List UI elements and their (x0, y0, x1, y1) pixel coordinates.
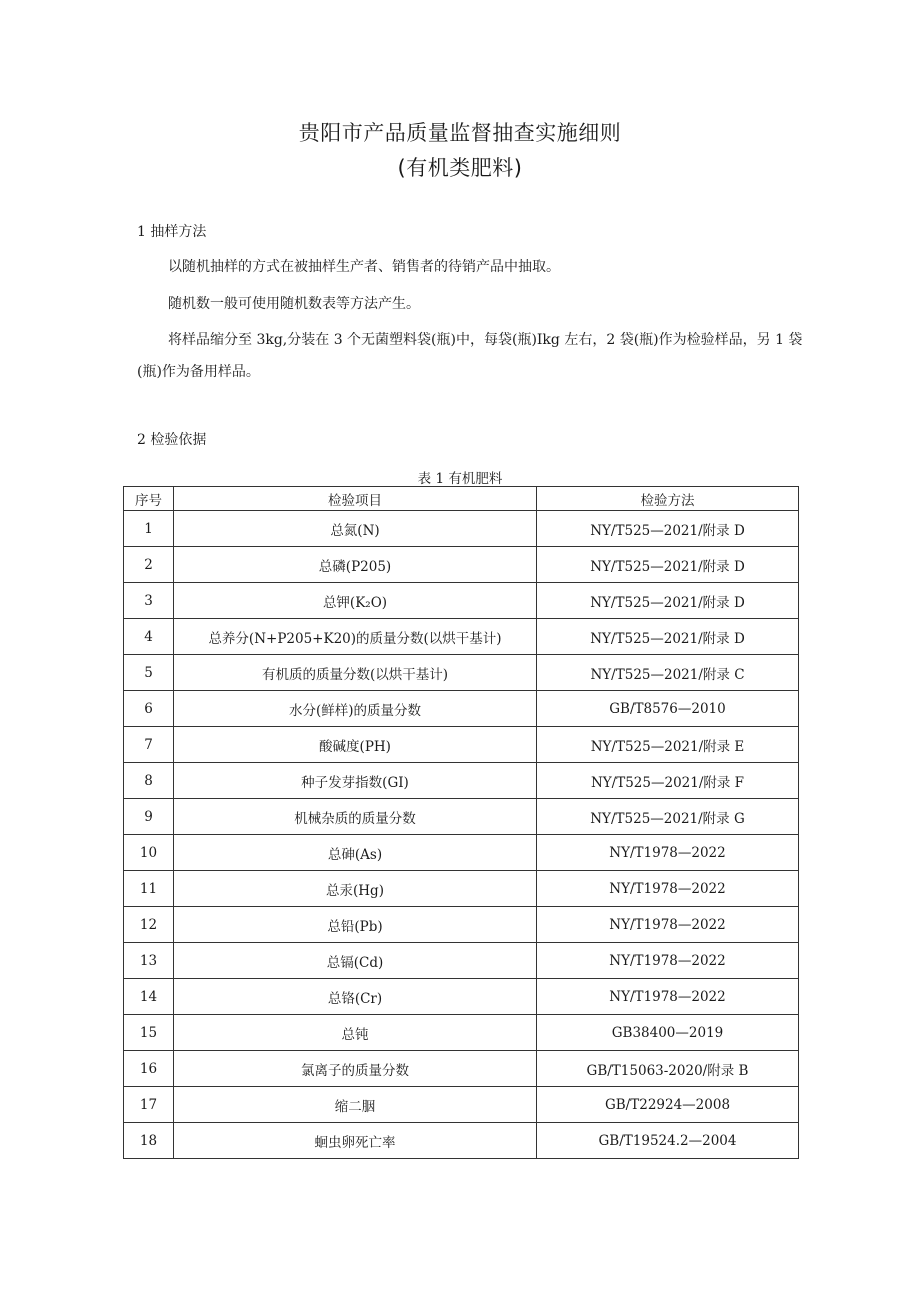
table-row (124, 799, 799, 835)
cell-method: GB/T15063-2020/附录 B (537, 1051, 799, 1087)
cell-index: 15 (124, 1015, 174, 1051)
cell-method: NY/T525—2021/附录 E (537, 727, 799, 763)
paragraph-sampling-2 (137, 288, 807, 320)
table-row (124, 1123, 799, 1159)
cell-index: 2 (124, 547, 174, 583)
header-index: 序号 (124, 487, 174, 511)
cell-index: 5 (124, 655, 174, 691)
cell-method: NY/T525—2021/附录 G (537, 799, 799, 835)
cell-method: NY/T525—2021/附录 F (537, 763, 799, 799)
cell-method: NY/T1978—2022 (537, 979, 799, 1015)
paragraph-sampling-1 (137, 251, 807, 283)
cell-item: 总镉(Cd) (174, 943, 537, 979)
table-row (124, 763, 799, 799)
cell-item: 总钝 (174, 1015, 537, 1051)
paragraph-text: 以随机抽样的方式在被抽样生产者、销售者的待销产品中抽取。 (168, 259, 560, 275)
inspection-table (123, 486, 799, 1159)
cell-index: 13 (124, 943, 174, 979)
cell-item: 总钾(K₂O) (174, 583, 537, 619)
cell-index: 18 (124, 1123, 174, 1159)
table-row (124, 871, 799, 907)
cell-method: NY/T1978—2022 (537, 835, 799, 871)
table-row (124, 619, 799, 655)
table-row (124, 835, 799, 871)
cell-method: NY/T1978—2022 (537, 943, 799, 979)
cell-item: 氯离子的质量分数 (174, 1051, 537, 1087)
cell-index: 4 (124, 619, 174, 655)
table-row (124, 511, 799, 547)
cell-item: 总砷(As) (174, 835, 537, 871)
paragraph-text: 将样品缩分至 3kg,分装在 3 个无菌塑料袋(瓶)中，每袋(瓶)Ikg 左右，2 袋(瓶)作为检验样品，另 1 袋(瓶)作为备用样品。 (137, 332, 803, 380)
cell-item: 总铅(Pb) (174, 907, 537, 943)
table-row (124, 691, 799, 727)
table-row (124, 583, 799, 619)
cell-method: GB/T22924—2008 (537, 1087, 799, 1123)
paragraph-text: 随机数一般可使用随机数表等方法产生。 (168, 296, 420, 312)
cell-index: 17 (124, 1087, 174, 1123)
cell-index: 7 (124, 727, 174, 763)
table-row (124, 979, 799, 1015)
cell-method: GB/T8576—2010 (537, 691, 799, 727)
paragraph-sampling-3 (137, 324, 807, 388)
table-row (124, 1087, 799, 1123)
cell-method: NY/T525—2021/附录 D (537, 547, 799, 583)
cell-index: 12 (124, 907, 174, 943)
table-row (124, 727, 799, 763)
cell-item: 总磷(P205) (174, 547, 537, 583)
cell-item: 种子发芽指数(GI) (174, 763, 537, 799)
cell-index: 6 (124, 691, 174, 727)
cell-index: 16 (124, 1051, 174, 1087)
cell-item: 缩二胭 (174, 1087, 537, 1123)
table-row (124, 907, 799, 943)
cell-method: NY/T1978—2022 (537, 907, 799, 943)
table-header-row (124, 487, 799, 511)
header-method: 检验方法 (537, 487, 799, 511)
cell-index: 11 (124, 871, 174, 907)
document-subtitle: (有机类肥料) (397, 156, 523, 180)
cell-method: NY/T525—2021/附录 C (537, 655, 799, 691)
cell-item: 总汞(Hg) (174, 871, 537, 907)
cell-item: 机械杂质的质量分数 (174, 799, 537, 835)
cell-item: 总氮(N) (174, 511, 537, 547)
cell-item: 水分(鲜样)的质量分数 (174, 691, 537, 727)
cell-item: 酸碱度(PH) (174, 727, 537, 763)
cell-item: 蛔虫卵死亡率 (174, 1123, 537, 1159)
table-row (124, 655, 799, 691)
table-row (124, 943, 799, 979)
cell-index: 9 (124, 799, 174, 835)
cell-method: NY/T525—2021/附录 D (537, 583, 799, 619)
table-row (124, 1015, 799, 1051)
cell-index: 3 (124, 583, 174, 619)
cell-index: 10 (124, 835, 174, 871)
table-row (124, 1051, 799, 1087)
cell-item: 总铬(Cr) (174, 979, 537, 1015)
header-item: 检验项目 (174, 487, 537, 511)
cell-method: GB38400—2019 (537, 1015, 799, 1051)
cell-method: NY/T525—2021/附录 D (537, 619, 799, 655)
table-row (124, 547, 799, 583)
cell-item: 总养分(N+P205+K20)的质量分数(以烘干基计) (174, 619, 537, 655)
cell-method: GB/T19524.2—2004 (537, 1123, 799, 1159)
table-body (124, 511, 799, 1159)
cell-item: 有机质的质量分数(以烘干基计) (174, 655, 537, 691)
cell-index: 8 (124, 763, 174, 799)
cell-index: 14 (124, 979, 174, 1015)
cell-method: NY/T1978—2022 (537, 871, 799, 907)
cell-index: 1 (124, 511, 174, 547)
document-title: 贵阳市产品质量监督抽查实施细则 (298, 121, 622, 145)
table-caption: 表 1 有机肥料 (417, 471, 503, 487)
section-heading-sampling: 1 抽样方法 (137, 224, 207, 240)
section-heading-basis: 2 检验依据 (137, 432, 207, 448)
cell-method: NY/T525—2021/附录 D (537, 511, 799, 547)
